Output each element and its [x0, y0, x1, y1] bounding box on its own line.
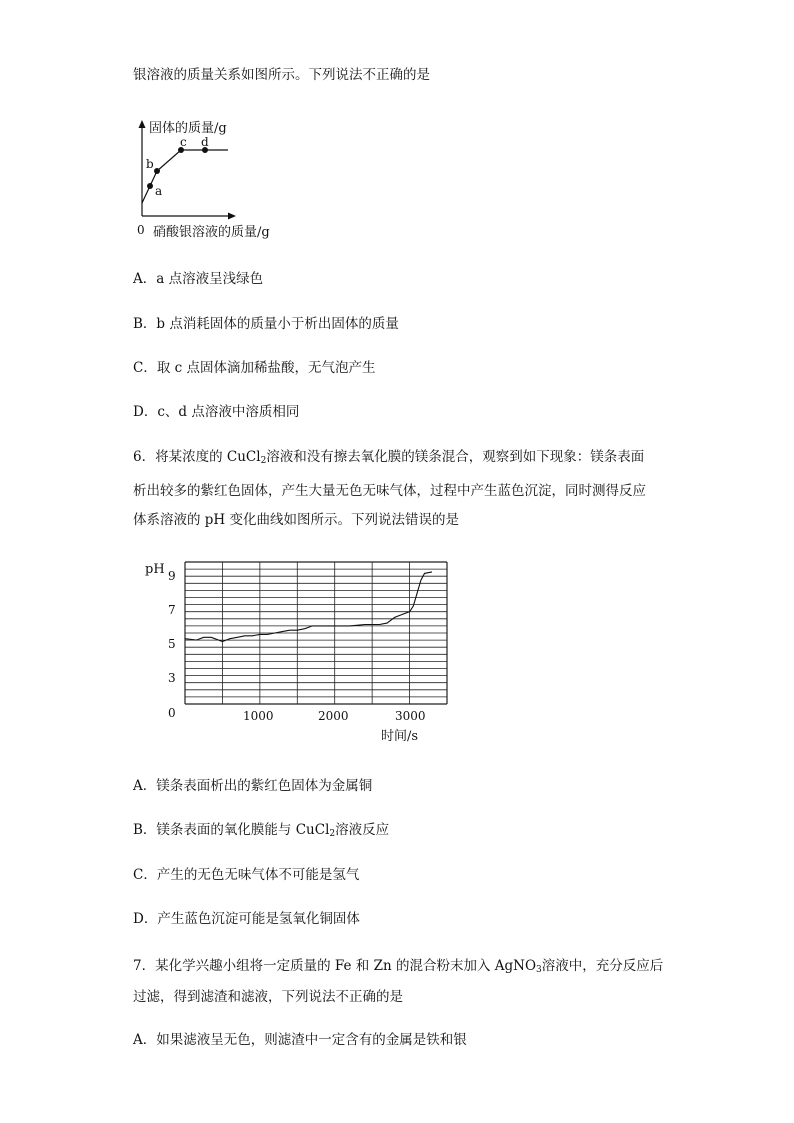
- y-tick-3: 3: [168, 671, 176, 685]
- x-tick-2000: 2000: [318, 709, 349, 723]
- ph-y-label: pH: [145, 562, 165, 577]
- y-tick-5: 5: [168, 637, 176, 651]
- x-axis-arrow-icon: [228, 213, 236, 220]
- label-c: c: [180, 135, 187, 149]
- q6-option-d: D．产生蓝色沉淀可能是氢氧化铜固体: [133, 911, 360, 927]
- q5-option-a: A．a 点溶液呈浅绿色: [133, 271, 264, 287]
- ph-x-label: 时间/s: [381, 729, 419, 744]
- x-tick-3000: 3000: [395, 709, 426, 723]
- q5-option-d: D．c、d 点溶液中溶质相同: [133, 404, 300, 420]
- q6-option-a: A．镁条表面析出的紫红色固体为金属铜: [133, 778, 373, 794]
- label-a: a: [155, 184, 163, 198]
- chart1-x-label: 硝酸银溶液的质量/g: [153, 225, 270, 240]
- q5-option-c: C．取 c 点固体滴加稀盐酸，无气泡产生: [133, 360, 376, 376]
- chart1-origin: 0: [137, 223, 145, 237]
- q5-intro-tail: 银溶液的质量关系如图所示。下列说法不正确的是: [133, 67, 430, 83]
- solid-mass-chart: [128, 116, 298, 246]
- label-b: b: [146, 157, 154, 171]
- ph-grid: [185, 562, 447, 704]
- point-a: [147, 183, 153, 189]
- label-d: d: [201, 135, 209, 149]
- chart1-y-label: 固体的质量/g: [149, 121, 227, 136]
- q7-stem-line2: 过滤，得到滤渣和滤液，下列说法不正确的是: [133, 989, 403, 1005]
- y-axis-arrow-icon: [139, 120, 146, 128]
- point-b: [154, 168, 160, 174]
- q7-option-a: A．如果滤液呈无色，则滤渣中一定含有的金属是铁和银: [133, 1032, 467, 1048]
- q6-stem-line1: 6．将某浓度的 CuCl$_2$溶液和没有擦去氧化膜的镁条混合，观察到如下现象：镁条表面: [133, 449, 645, 466]
- q6-option-c: C．产生的无色无味气体不可能是氢气: [133, 867, 360, 883]
- ph-origin: 0: [168, 706, 176, 720]
- y-tick-7: 7: [168, 603, 176, 617]
- y-tick-9: 9: [168, 569, 176, 583]
- q7-stem-line1: 7．某化学兴趣小组将一定质量的 Fe 和 Zn 的混合粉末加入 AgNO$_3$溶液中，充分反应后: [133, 958, 664, 975]
- q5-option-b: B．b 点消耗固体的质量小于析出固体的质量: [133, 316, 399, 332]
- q6-option-b: B．镁条表面的氧化膜能与 CuCl$_2$溶液反应: [133, 822, 390, 839]
- q6-stem-line3: 体系溶液的 pH 变化曲线如图所示。下列说法错误的是: [133, 512, 459, 528]
- ph-chart: [133, 556, 463, 748]
- x-tick-1000: 1000: [243, 709, 274, 723]
- q6-stem-line2: 析出较多的紫红色固体，产生大量无色无味气体，过程中产生蓝色沉淀，同时测得反应: [133, 483, 646, 499]
